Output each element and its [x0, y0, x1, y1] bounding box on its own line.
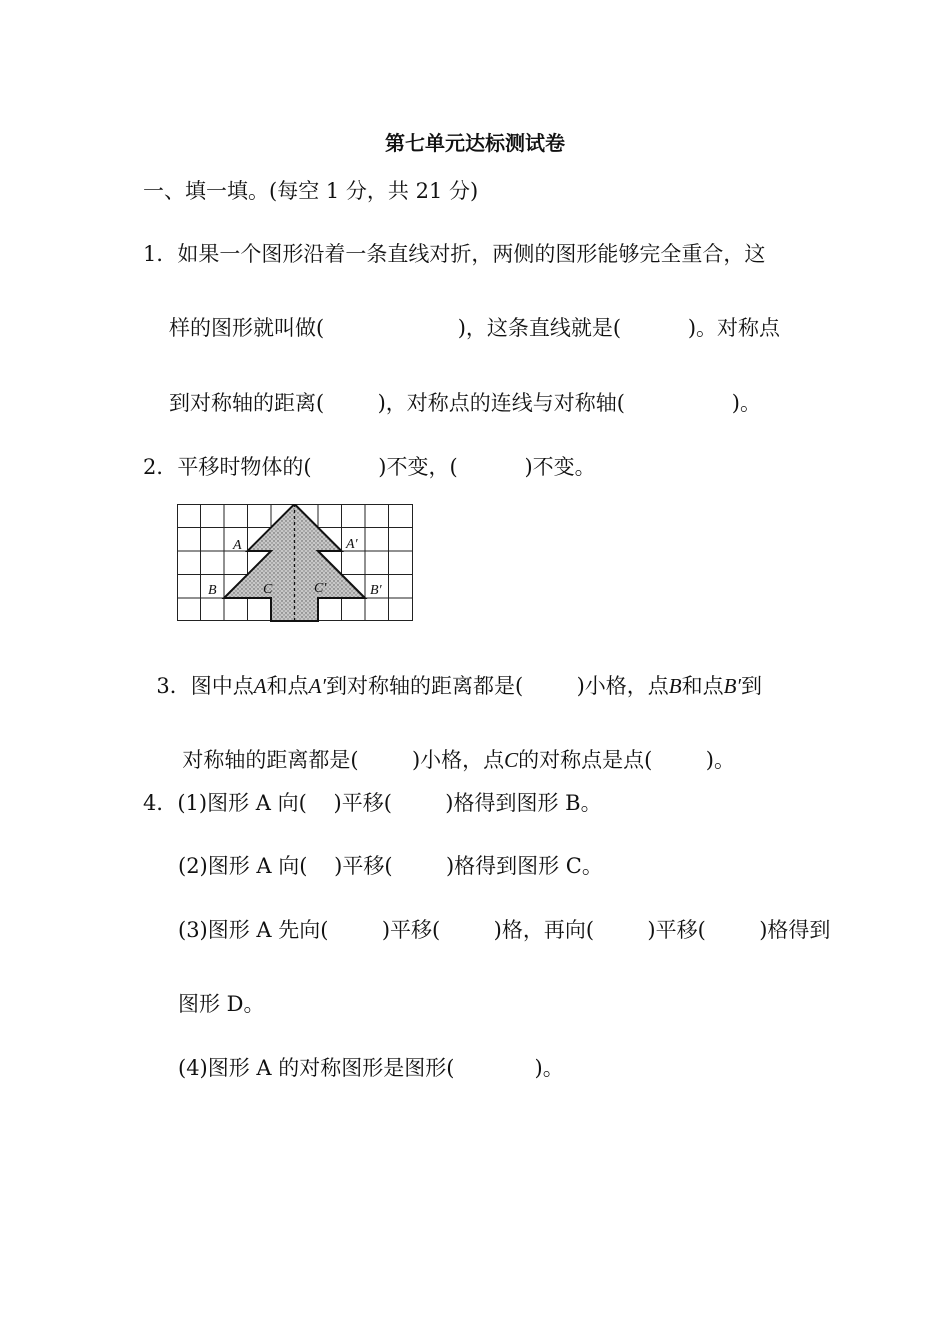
q3-text-7: 的对称点是点( )。 — [518, 748, 735, 772]
label-c-prime: C′ — [314, 581, 327, 596]
question-2-line-1: 2．平移时物体的( )不变，( )不变。 — [143, 455, 596, 479]
q3-point-b: B — [668, 674, 682, 698]
label-c: C — [263, 582, 273, 597]
question-3-line-1 — [143, 655, 762, 697]
question-4-line-2: (2)图形 A 向( )平移( )格得到图形 C。 — [178, 854, 603, 878]
q3-text-6: 对称轴的距离都是( )小格，点 — [182, 748, 505, 772]
symmetry-grid-figure — [177, 504, 415, 622]
q3-point-b-prime: B′ — [723, 674, 742, 698]
q3-point-a: A — [253, 674, 267, 698]
label-b-prime: B′ — [370, 583, 382, 598]
question-1-line-2: 样的图形就叫做( )，这条直线就是( )。对称点 — [169, 316, 781, 340]
q3-text-3: 到对称轴的距离都是( )小格，点 — [325, 674, 669, 698]
question-3-line-2 — [169, 729, 735, 771]
question-1-line-3: 到对称轴的距离( )，对称点的连线与对称轴( )。 — [169, 391, 761, 415]
label-a-prime: A′ — [346, 537, 358, 552]
q3-point-c: C — [504, 748, 519, 772]
q3-text-5: 到 — [741, 674, 763, 698]
q3-point-a-prime: A′ — [308, 674, 326, 698]
question-4-line-4: 图形 D。 — [178, 992, 265, 1016]
label-a: A — [233, 538, 242, 553]
question-4-line-5: (4)图形 A 的对称图形是图形( )。 — [178, 1056, 564, 1080]
label-b: B — [208, 583, 217, 598]
section-heading: 一、填一填。(每空 1 分，共 21 分) — [143, 179, 479, 203]
q3-text-2: 和点 — [266, 674, 309, 698]
question-4-line-3: (3)图形 A 先向( )平移( )格，再向( )平移( )格得到 — [178, 918, 831, 942]
q3-text-4: 和点 — [681, 674, 724, 698]
question-4-line-1: 4．(1)图形 A 向( )平移( )格得到图形 B。 — [143, 791, 602, 815]
page-title: 第七单元达标测试卷 — [385, 131, 565, 155]
tree-shape — [224, 504, 365, 621]
q3-text-1: 3．图中点 — [156, 674, 254, 698]
question-1-line-1: 1．如果一个图形沿着一条直线对折，两侧的图形能够完全重合，这 — [143, 242, 766, 266]
